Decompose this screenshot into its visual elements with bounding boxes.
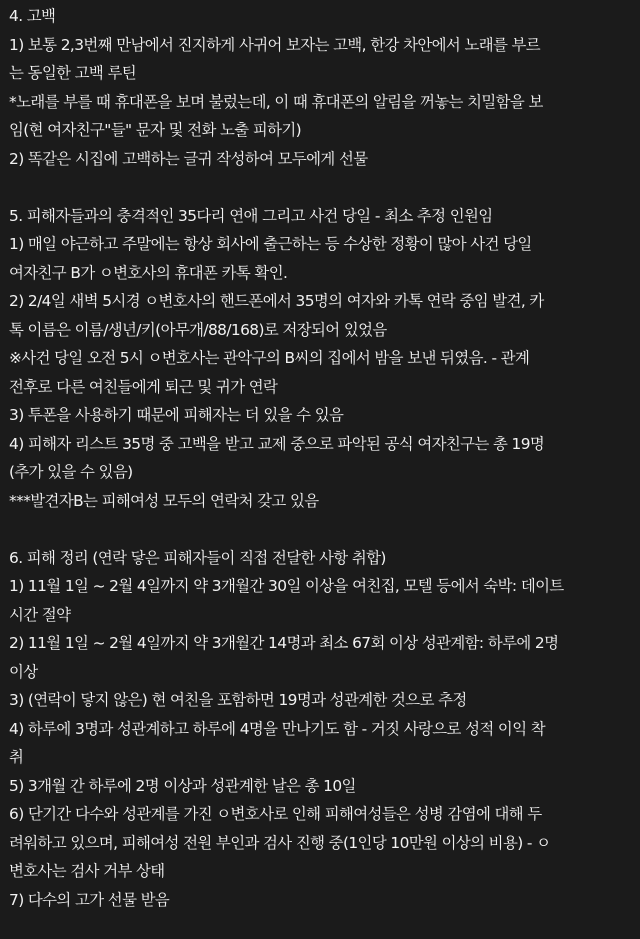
text-line: ※사건 당일 오전 5시 ㅇ변호사는 관악구의 B씨의 집에서 밤을 보낸 뒤였음. - 관계 bbox=[9, 349, 530, 367]
text-line: 4) 피해자 리스트 35명 중 고백을 받고 교제 중으로 파악된 공식 여자친구는 총 19명 bbox=[9, 434, 545, 453]
text-line: 이상 bbox=[9, 662, 38, 681]
text-line: 시간 절약 bbox=[9, 605, 71, 624]
text-line: (추가 있을 수 있음) bbox=[9, 463, 133, 481]
section-heading: 4. 고백 bbox=[9, 7, 56, 25]
text-line: 5) 3개월 간 하루에 2명 이상과 성관계한 날은 총 10일 bbox=[9, 776, 356, 795]
text-line: 2) 11월 1일 ~ 2월 4일까지 약 3개월간 14명과 최소 67회 이상 성관계함: 하루에 2명 bbox=[9, 634, 559, 652]
section-spacer bbox=[9, 515, 633, 544]
section-damage-summary bbox=[9, 544, 633, 915]
section-heading: 6. 피해 정리 (연락 닿은 피해자들이 직접 전달한 사항 취합) bbox=[9, 548, 386, 567]
section-heading: 5. 피해자들과의 충격적인 35다리 연애 그리고 사건 당일 - 최소 추정 인원임 bbox=[9, 206, 493, 225]
text-line: 는 동일한 고백 루틴 bbox=[9, 64, 137, 82]
text-line: 6) 단기간 다수와 성관계를 가진 ㅇ변호사로 인해 피해여성들은 성병 감염에 대해 두 bbox=[9, 805, 542, 823]
text-line: 1) 11월 1일 ~ 2월 4일까지 약 3개월간 30일 이상을 여친집, 모텔 등에서 숙박: 데이트 bbox=[9, 577, 564, 595]
text-line: 려워하고 있으며, 피해여성 전원 부인과 검사 진행 중(1인당 10만원 이상의 비용) - ㅇ bbox=[9, 833, 551, 852]
text-line: 취 bbox=[9, 748, 24, 766]
text-line: 톡 이름은 이름/생년/키(아무개/88/168)로 저장되어 있었음 bbox=[9, 320, 387, 339]
text-line: 3) (연락이 닿지 않은) 현 여친을 포함하면 19명과 성관계한 것으로 추정 bbox=[9, 691, 467, 709]
text-line: 3) 투폰을 사용하기 때문에 피해자는 더 있을 수 있음 bbox=[9, 406, 344, 424]
text-line: 1) 매일 야근하고 주말에는 항상 회사에 출근하는 등 수상한 정황이 많아 사건 당일 bbox=[9, 235, 532, 253]
section-incident bbox=[9, 202, 633, 516]
text-line: 2) 2/4일 새벽 5시경 ㅇ변호사의 핸드폰에서 35명의 여자와 카톡 연락 중임 발견, 카 bbox=[9, 292, 544, 310]
text-line: 임(현 여자친구"들" 문자 및 전화 노출 피하기) bbox=[9, 121, 302, 139]
text-line: 전후로 다른 여친들에게 퇴근 및 귀가 연락 bbox=[9, 377, 278, 396]
text-line: 2) 똑같은 시집에 고백하는 글귀 작성하여 모두에게 선물 bbox=[9, 149, 368, 168]
text-line: 7) 다수의 고가 선물 받음 bbox=[9, 890, 170, 909]
text-line: 1) 보통 2,3번째 만남에서 진지하게 사귀어 보자는 고백, 한강 차안에서 노래를 부르 bbox=[9, 35, 541, 54]
document-body bbox=[9, 2, 633, 914]
section-spacer bbox=[9, 173, 633, 202]
text-line: 여자친구 B가 ㅇ변호사의 휴대폰 카톡 확인. bbox=[9, 263, 288, 282]
text-line: 변호사는 검사 거부 상태 bbox=[9, 862, 165, 880]
text-line: ***발견자B는 피해여성 모두의 연락처 갖고 있음 bbox=[9, 491, 319, 510]
section-confession bbox=[9, 2, 633, 173]
text-line: 4) 하루에 3명과 성관계하고 하루에 4명을 만나기도 함 - 거짓 사랑으로 성적 이익 착 bbox=[9, 719, 546, 738]
text-line: *노래를 부를 때 휴대폰을 보며 불렀는데, 이 때 휴대폰의 알림을 꺼놓는 치밀함을 보 bbox=[9, 92, 543, 111]
